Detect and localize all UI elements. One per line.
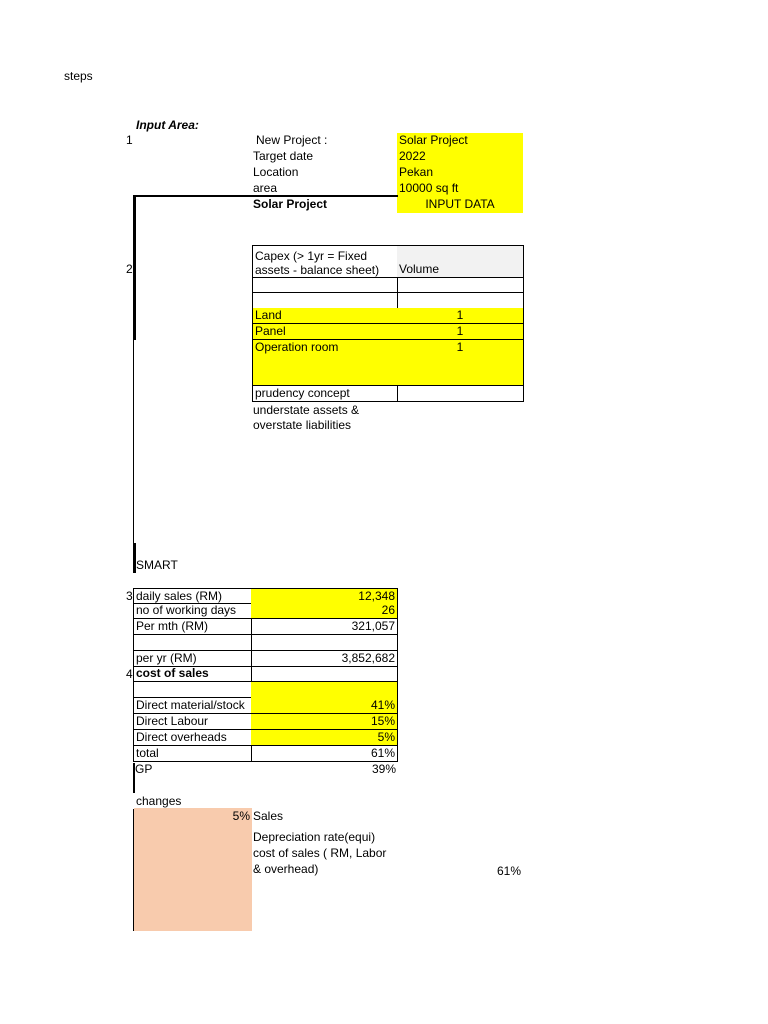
working-days-value[interactable]: 26: [251, 603, 398, 619]
capex-blank-volume-1: [397, 277, 524, 293]
gp-label: GP: [135, 762, 153, 776]
per-month-value: 321,057: [251, 619, 398, 635]
capex-blank-row-1: [252, 277, 398, 293]
cost-blank-value[interactable]: [251, 682, 398, 698]
cost-of-sales-line1: cost of sales ( RM, Labor: [253, 846, 387, 860]
step-number-1: 1: [126, 133, 133, 147]
step-number-3: 3: [126, 589, 133, 603]
capex-empty-yellow-1[interactable]: [252, 355, 398, 371]
capex-volume-panel[interactable]: 1: [397, 324, 524, 340]
cost-of-sales-heading: cost of sales: [133, 666, 252, 682]
changes-sales-pct[interactable]: 5%: [134, 808, 252, 931]
working-days-label: no of working days: [133, 603, 252, 619]
total-label: total: [133, 746, 252, 762]
capex-header-line1: Capex (> 1yr = Fixed: [255, 249, 368, 263]
capex-blank-volume-2: [397, 293, 524, 309]
capex-item-operation-room[interactable]: Operation room: [252, 340, 398, 356]
changes-sales-label: Sales: [253, 809, 284, 823]
location-value[interactable]: Pekan: [397, 165, 523, 181]
volume-header: Volume: [397, 245, 524, 278]
per-month-label: Per mth (RM): [133, 619, 252, 635]
per-year-value: 3,852,682: [251, 651, 398, 667]
capex-header-line2: assets - balance sheet): [255, 263, 380, 277]
target-date-value[interactable]: 2022: [397, 149, 523, 165]
capex-item-land[interactable]: Land: [252, 308, 398, 324]
sales-blank-value: [251, 635, 398, 651]
direct-overheads-label: Direct overheads: [133, 730, 252, 746]
smart-label: SMART: [136, 558, 178, 572]
prudency-concept: prudency concept: [252, 386, 398, 402]
daily-sales-label: daily sales (RM): [133, 588, 252, 604]
prudency-note-line2: overstate liabilities: [253, 418, 352, 432]
new-project-value[interactable]: Solar Project: [397, 133, 523, 149]
prudency-volume: [397, 386, 524, 402]
prudency-note-line1: understate assets &: [253, 403, 360, 417]
cost-of-sales-heading-value: [251, 666, 398, 682]
direct-labour-label: Direct Labour: [133, 714, 252, 730]
capex-volume-operation-room[interactable]: 1: [397, 340, 524, 356]
capex-blank-row-2: [252, 293, 398, 309]
direct-overheads-value[interactable]: 5%: [251, 730, 398, 746]
area-label: area: [253, 181, 278, 195]
capex-item-panel[interactable]: Panel: [252, 324, 398, 340]
steps-label: steps: [64, 69, 93, 83]
changes-heading: changes: [136, 794, 182, 808]
capex-empty-yellow-volume-2[interactable]: [397, 370, 524, 386]
bracket-left-line-upper: [133, 195, 136, 340]
new-project-label: New Project :: [256, 133, 328, 147]
sales-blank-row: [133, 635, 252, 651]
target-date-label: Target date: [253, 149, 314, 163]
capex-empty-yellow-volume-1[interactable]: [397, 355, 524, 371]
depreciation-label: Depreciation rate(equi): [253, 830, 376, 844]
capex-header: [252, 245, 398, 278]
input-data-label: INPUT DATA: [397, 197, 523, 213]
step-number-4: 4: [126, 667, 133, 681]
total-value: 61%: [251, 746, 398, 762]
cost-of-sales-line2: & overhead): [253, 862, 319, 876]
daily-sales-value[interactable]: 12,348: [251, 588, 398, 604]
per-year-label: per yr (RM): [133, 651, 252, 667]
step-number-2: 2: [126, 262, 133, 276]
direct-material-label: Direct material/stock: [133, 698, 252, 714]
input-area-heading: Input Area:: [136, 118, 199, 132]
gp-value: 39%: [371, 762, 396, 776]
capex-empty-yellow-2[interactable]: [252, 370, 398, 386]
direct-labour-value[interactable]: 15%: [251, 714, 398, 730]
area-value[interactable]: 10000 sq ft: [397, 181, 523, 197]
location-label: Location: [253, 165, 299, 179]
capex-volume-land[interactable]: 1: [397, 308, 524, 324]
bracket-top-line: [133, 195, 398, 197]
cost-blank-row: [133, 682, 252, 698]
direct-material-value[interactable]: 41%: [251, 698, 398, 714]
project-title: Solar Project: [253, 197, 328, 211]
bracket-left-line-middle: [133, 340, 134, 543]
cost-of-sales-pct: 61%: [497, 864, 522, 878]
